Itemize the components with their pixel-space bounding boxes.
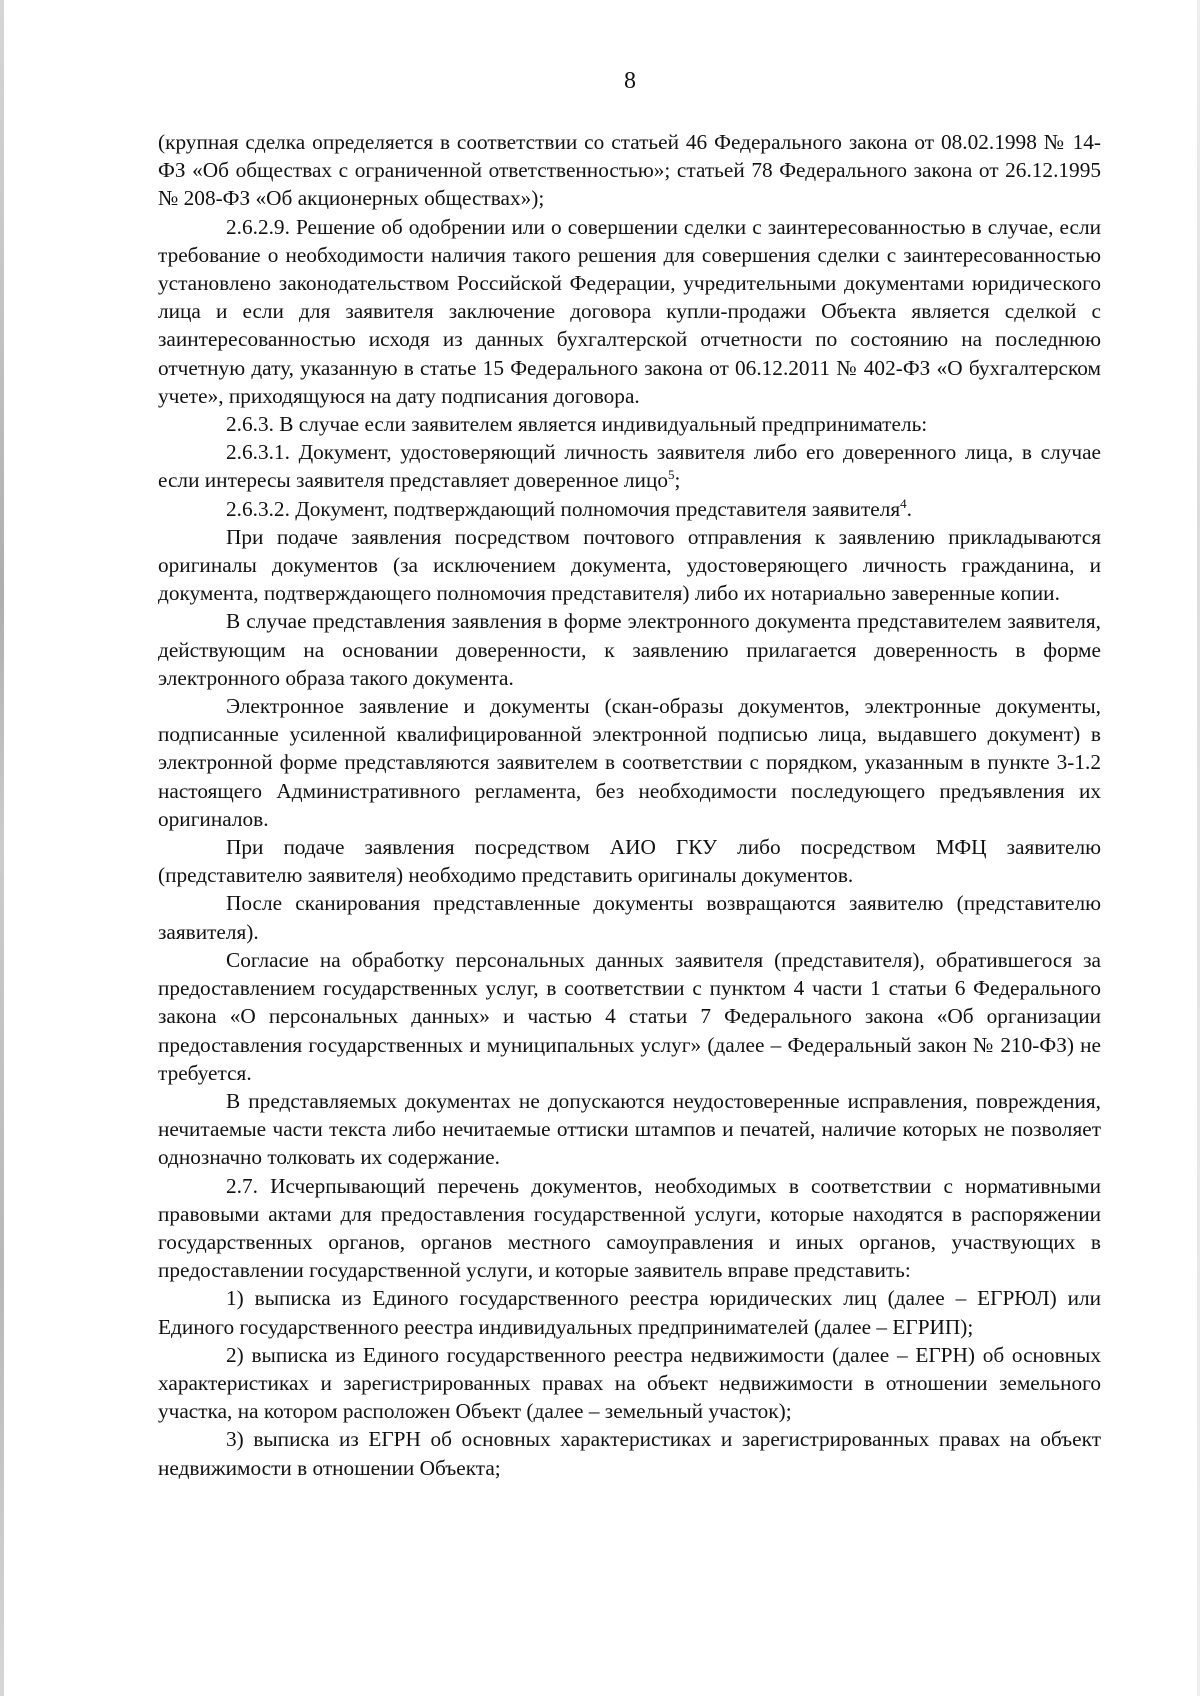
page-number: 8 [624, 68, 636, 94]
paragraph [158, 213, 1101, 410]
paragraph-text: В представляемых документах не допускаются неудостоверенные исправления, повреждения, нечитаемые части текста либо нечитаемые оттиски штампов и печатей, наличие которых не позволяет однозначно толковать их содержание. [158, 1088, 1101, 1170]
paragraph [158, 1341, 1101, 1426]
paragraph [158, 692, 1101, 833]
paragraph-tail: ; [674, 468, 681, 493]
paragraph-text: В случае представления заявления в форме электронного документа представителем заявителя, действующим на основании доверенности, к заявлению прилагается доверенность в форме электронного образа такого документа. [158, 609, 1101, 690]
paragraph [158, 1172, 1101, 1285]
paragraph [158, 523, 1101, 608]
paragraph-tail: . [906, 496, 912, 521]
paragraph-text: При подаче заявления посредством почтового отправления к заявлению прикладываются оригиналы документов (за исключением документа, удостоверяющего личность гражданина, и документа, подтверждающего полномочия представителя) либо их нотариально заверенные копии. [158, 524, 1101, 606]
paragraph [158, 128, 1101, 213]
paragraph-text: 2.6.3.2. Документ, подтверждающий полномочия представителя заявителя [226, 496, 901, 521]
paragraph-text: 2.6.2.9. Решение об одобрении или о совершении сделки с заинтересованностью в случае, если требование о необходимости наличия такого решения для совершения сделки с заинтересованностью установлено законодательством Российской Федерации, учредительными документами юридического лица и если для заявителя заключение договора купли-продажи Объекта является сделкой с заинтересованностью исходя из данных бухгалтерской отчетности по состоянию на последнюю отчетную дату, указанную в статье 15 Федерального закона от 06.12.2011 № 402-ФЗ «О бухгалтерском учете», приходящуюся на дату подписания договора. [158, 214, 1101, 408]
paragraph-text: 2.6.3.1. Документ, удостоверяющий личность заявителя либо его доверенного лица, в случае если интересы заявителя представляет доверенное лицо [158, 440, 1101, 493]
scan-edge-left [0, 0, 4, 1696]
paragraph-text: 1) выписка из Единого государственного реестра юридических лиц (далее – ЕГРЮЛ) или Единого государственного реестра индивидуальных предпринимателей (далее – ЕГРИП); [158, 1286, 1101, 1339]
paragraph-text: Электронное заявление и документы (скан-образы документов, электронные документы, подписанные усиленной квалифицированной электронной подписью лица, выдавшего документ) в электронной форме представляются заявителем в соответствии с порядком, указанным в пункте 3-1.2 настоящего Административного регламента, без необходимости последующего предъявления их оригиналов. [158, 694, 1101, 831]
paragraph-text: После сканирования представленные документы возвращаются заявителю (представителю заявителя). [158, 891, 1101, 944]
paragraph-text: 3) выписка из ЕГРН об основных характеристиках и зарегистрированных правах на объект недвижимости в отношении Объекта; [158, 1427, 1101, 1480]
document-body [158, 128, 1101, 1482]
paragraph [158, 438, 1101, 494]
paragraph [158, 1284, 1101, 1340]
paragraph [158, 1425, 1101, 1481]
footnote-reference: 5 [668, 467, 675, 483]
footnote-reference: 4 [900, 495, 907, 511]
paragraph [158, 495, 1101, 523]
paragraph-text: 2) выписка из Единого государственного реестра недвижимости (далее – ЕГРН) об основных характеристиках и зарегистрированных правах на объект недвижимости в отношении земельного участка, на котором расположен Объект (далее – земельный участок); [158, 1342, 1101, 1424]
paragraph [158, 410, 1101, 438]
paragraph [158, 607, 1101, 692]
paragraph-text: Согласие на обработку персональных данных заявителя (представителя), обратившегося за предоставлением государственных услуг, в соответствии с пунктом 4 части 1 статьи 6 Федерального закона «О персональных данных» и частью 4 статьи 7 Федерального закона «Об организации предоставления государственных и муниципальных услуг» (далее – Федеральный закон № 210-ФЗ) не требуется. [158, 947, 1101, 1085]
paragraph-text: (крупная сделка определяется в соответствии со статьей 46 Федерального закона от 08.02.1998 № 14-ФЗ «Об обществах с ограниченной ответственностью»; статьей 78 Федерального закона от 26.12.1995 № 208-ФЗ «Об акционерных обществах»); [158, 130, 1101, 211]
paragraph-text: 2.7. Исчерпывающий перечень документов, необходимых в соответствии с нормативными правовыми актами для предоставления государственной услуги, которые находятся в распоряжении государственных органов, органов местного самоуправления и иных органов, участвующих в предоставлении государственной услуги, и которые заявитель вправе представить: [158, 1173, 1101, 1283]
paragraph [158, 1087, 1101, 1172]
paragraph-text: 2.6.3. В случае если заявителем является индивидуальный предприниматель: [226, 412, 928, 437]
paragraph [158, 946, 1101, 1087]
paragraph [158, 889, 1101, 945]
paragraph-text: При подаче заявления посредством АИО ГКУ либо посредством МФЦ заявителю (представителю заявителя) необходимо представить оригиналы документов. [158, 835, 1101, 888]
paragraph [158, 833, 1101, 889]
